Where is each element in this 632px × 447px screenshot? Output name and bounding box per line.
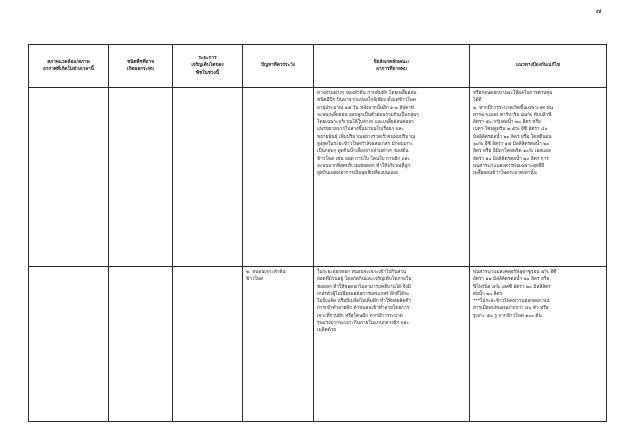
page-number: ๗: [596, 7, 602, 15]
cell-crop: [109, 88, 173, 267]
header-crop: ชนิดพืชที่อาจ เกิดผลกระทบ: [109, 45, 173, 88]
table-header-row: [29, 45, 607, 88]
cell-condition: [29, 267, 109, 422]
header-problem: ปัญหาที่ควรระวัง: [243, 45, 314, 88]
cell-symptoms: ทางส่วนต่างๆ ของลำต้น กาบหุ้มฝัก โดยเพลี้ยอ่อน ชนิดมีปีก บินมาจากแปลงใกล้เคียง ตั้งแต่ข้าวโพด อายุประมาณ ๑๕ วัน หลังจากนั้นอีก ๑-๒ สัปดาห์ จะพบเพลี้ยอ่อน ออกลูกเป็นตัวอ่อนรวมกันเป็นกลุ่มๆ โดยเฉพาะบริเวณใต้ใบล่างๆ และเพลี้ยอ่อนค่อยๆ แพร่ขยายจากใบล่างขึ้นมาบนใบเรื่อยๆ และ ขยายพันธุ์ เพิ่มปริมาณอย่างรวดเร็วจนพบปริมาณ สูงสุดในระยะข้าวโพดกำลังผสมเกสร มักพบเกาะ เป็นกลุ่มๆ ดูดกินน้ำเลี้ยงจากส่วนต่างๆ ของต้น ข้าวโพด เช่น ยอด กาบใบ โคนใบ กาบฝัก และ จะพบมากที่สุดบริเวณช่อดอก ทำให้บริเวณที่ถูก ดูดกินแสดงอาการเป็นจุดสีเหลืองบนแผล: [314, 88, 470, 267]
cell-symptoms: ในระยะออกดอก หนอนจะเจาะเข้าไปกินส่วน ยอดที่ม้วนอยู่ โดยกัดกินและเจริญเติบโตภายใน ช่อดอก ทำให้ช่อดอกไม่สามารถคลี่บานได้ จึงมี เกสรตัวผู้ไม่เพียงพอต่อการผสมเกสร ฝักที่ได้จะ ไม่มีเมล็ด หรือมีเมล็ดไม่เต็มฝัก ทำให้ผลผลิตต่ำ การเข้าทำลายฝัก ตัวหนอนเข้าทำลายโดยการ เจาะที่กาบฝัก หรือโคนฝัก หากมีการระบาด รุนแรงมากจะเจาะกินภายในแกนกลางฝัก และ เมล็ดด้วย: [314, 267, 470, 422]
cell-stage: [173, 88, 243, 267]
cell-problem: ๒. หนอนเจาะลำต้น ข้าวโพด: [243, 267, 314, 422]
cell-condition: [29, 88, 109, 267]
cell-problem: [243, 88, 314, 267]
cell-prevention: หรือก่อนดอกบานจะให้ผลในการควบคุม ได้ดี ๒. หากมีการระบาดเกิดขึ้นเฉพาะจุด พ่น สารฆ่าแมลง คาร์บาริล ๘๕% ดับบลิวพี อัตรา ๕๐ กรัมต่อน้ำ ๒๐ ลิตร หรือ เบตา-ไซฟลูทริน ๒.๕% อีซี อัตรา ๔๐ มิลลิลิตรต่อน้ำ ๒๐ ลิตร หรือ โดยซีนอน ๖๐% อีซี อัตรา ๑๕ มิลลิลิตรต่อน้ำ ๒๐ ลิตร หรือ อิมิดาโคลพริด ๑๐% เอสแอล อัตรา ๑๐ มิลลิลิตรต่อน้ำ ๒๐ ลิตร การ พ่นสารฆ่าแมลงควรพ่นเฉพาะจุดที่มี เพลี้ยอ่อนข้าวโพดระบาดเท่านั้น: [470, 88, 607, 267]
header-condition: สภาพแวดล้อม/สภาพ อากาศที่เกิดในช่วงเวลานี้: [29, 45, 109, 88]
table-row: [29, 267, 607, 422]
cell-crop: [109, 267, 173, 422]
header-stage: ระยะการ เจริญเติบโตของ พืชในช่วงนี้: [173, 45, 243, 88]
header-prevention: แนวทางป้องกัน/แก้ไข: [470, 45, 607, 88]
problem-table: [28, 44, 607, 422]
table-row: [29, 88, 607, 267]
cell-stage: [173, 267, 243, 422]
cell-prevention: พ่นสารฆ่าแมลงคลอร์ฟลูอาซูรอน ๕% อีซี อัตรา ๑๒ มิลลิลิตรต่อน้ำ ๒๐ ลิตร หรือ ฟิโพรนิล ๕% เอสซี อัตรา ๒๐ มิลลิลิตร ต่อน้ำ ๒๐ ลิตร ***ในระยะข้าวโพดหวานออกดอก พ่น สารเมื่อพบหนอนมากกว่า ๔๐ ตัว หรือ รูเจาะ ๕๐ รู จากข้าวโพด ๑๐๐ ต้น: [470, 267, 607, 422]
header-symptoms: ข้อสังเกตลักษณะ/ อาการที่อาจพบ: [314, 45, 470, 88]
